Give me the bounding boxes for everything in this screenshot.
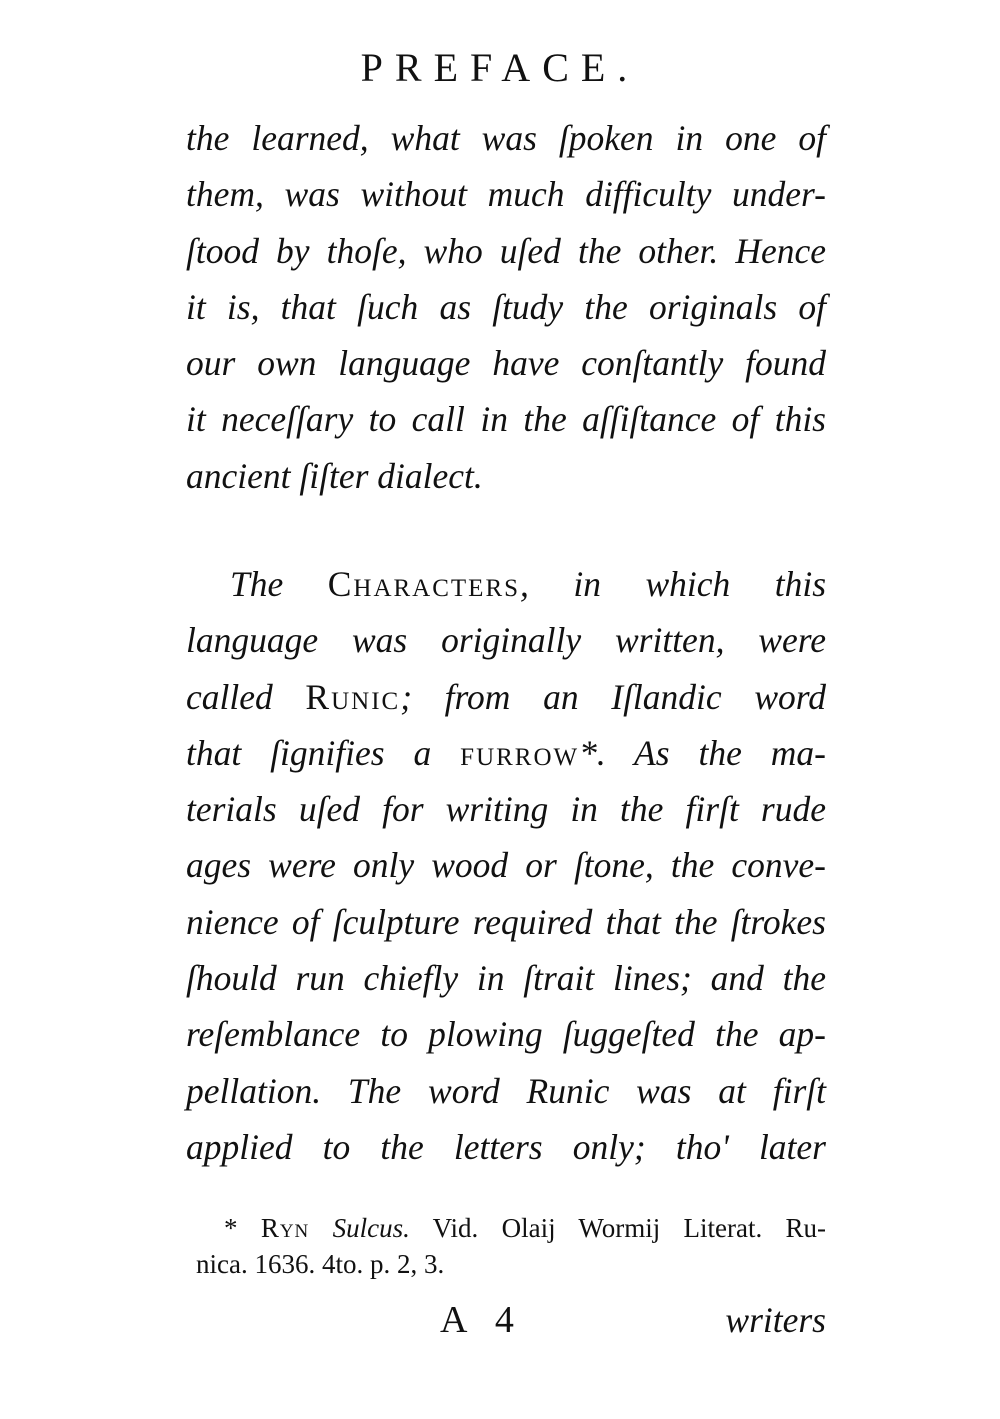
text-line: it is, that ſuch as ſtudy the originals of bbox=[186, 286, 826, 327]
catchword: writers bbox=[725, 1300, 826, 1340]
text-line: applied to the letters only; tho' later bbox=[186, 1126, 826, 1167]
text-line: reſemblance to plowing ſuggeſted the ap- bbox=[186, 1014, 826, 1055]
footnote bbox=[196, 1210, 826, 1282]
text-line: our own language have conſtantly found bbox=[186, 343, 826, 384]
footnote-marker: * bbox=[224, 1213, 238, 1243]
paragraph-2 bbox=[186, 556, 826, 1175]
text-line: them, was without much difficulty under- bbox=[186, 174, 826, 215]
text-fragment: called bbox=[186, 676, 273, 717]
text-line: ancient ſiſter dialect. bbox=[186, 455, 483, 496]
text-line: ages were only wood or ſtone, the conve- bbox=[186, 845, 826, 886]
text-fragment: The bbox=[230, 564, 284, 604]
text-fragment: *. As the ma- bbox=[579, 732, 826, 773]
footnote-line bbox=[196, 1210, 826, 1246]
text-fragment: ; from an Iſlandic word bbox=[400, 676, 826, 717]
text-line: terials uſed for writing in the firſt rude bbox=[186, 789, 826, 830]
footnote-line: nica. 1636. 4to. p. 2, 3. bbox=[196, 1249, 445, 1279]
text-line: language was originally written, were bbox=[186, 620, 826, 661]
small-caps-term: furrow bbox=[460, 732, 580, 773]
text-line bbox=[186, 556, 826, 612]
footnote-term: Ryn bbox=[260, 1213, 310, 1243]
small-caps-term: Characters bbox=[327, 564, 521, 604]
text-line: nience of ſculpture required that the ſtrokes bbox=[186, 901, 826, 942]
text-line bbox=[186, 725, 826, 781]
text-line bbox=[186, 669, 826, 725]
footnote-text: Vid. Olaij Wormij Literat. Ru- bbox=[432, 1213, 827, 1243]
text-line: the learned, what was ſpoken in one of bbox=[186, 118, 826, 158]
signature-mark: A 4 bbox=[440, 1299, 524, 1341]
paragraph-1 bbox=[186, 110, 826, 504]
text-line: ſtood by thoſe, who uſed the other. Hence bbox=[186, 230, 826, 271]
text-fragment: that ſignifies a bbox=[186, 732, 432, 773]
text-line: it neceſſary to call in the aſſiſtance of this bbox=[186, 399, 826, 440]
text-line: ſhould run chiefly in ſtrait lines; and the bbox=[186, 958, 826, 999]
footnote-gloss: Sulcus. bbox=[332, 1213, 410, 1243]
text-fragment: , in which this bbox=[520, 564, 827, 604]
text-line: pellation. The word Runic was at firſt bbox=[186, 1070, 826, 1111]
running-head: PREFACE. bbox=[360, 45, 640, 90]
small-caps-term: Runic bbox=[305, 676, 401, 717]
